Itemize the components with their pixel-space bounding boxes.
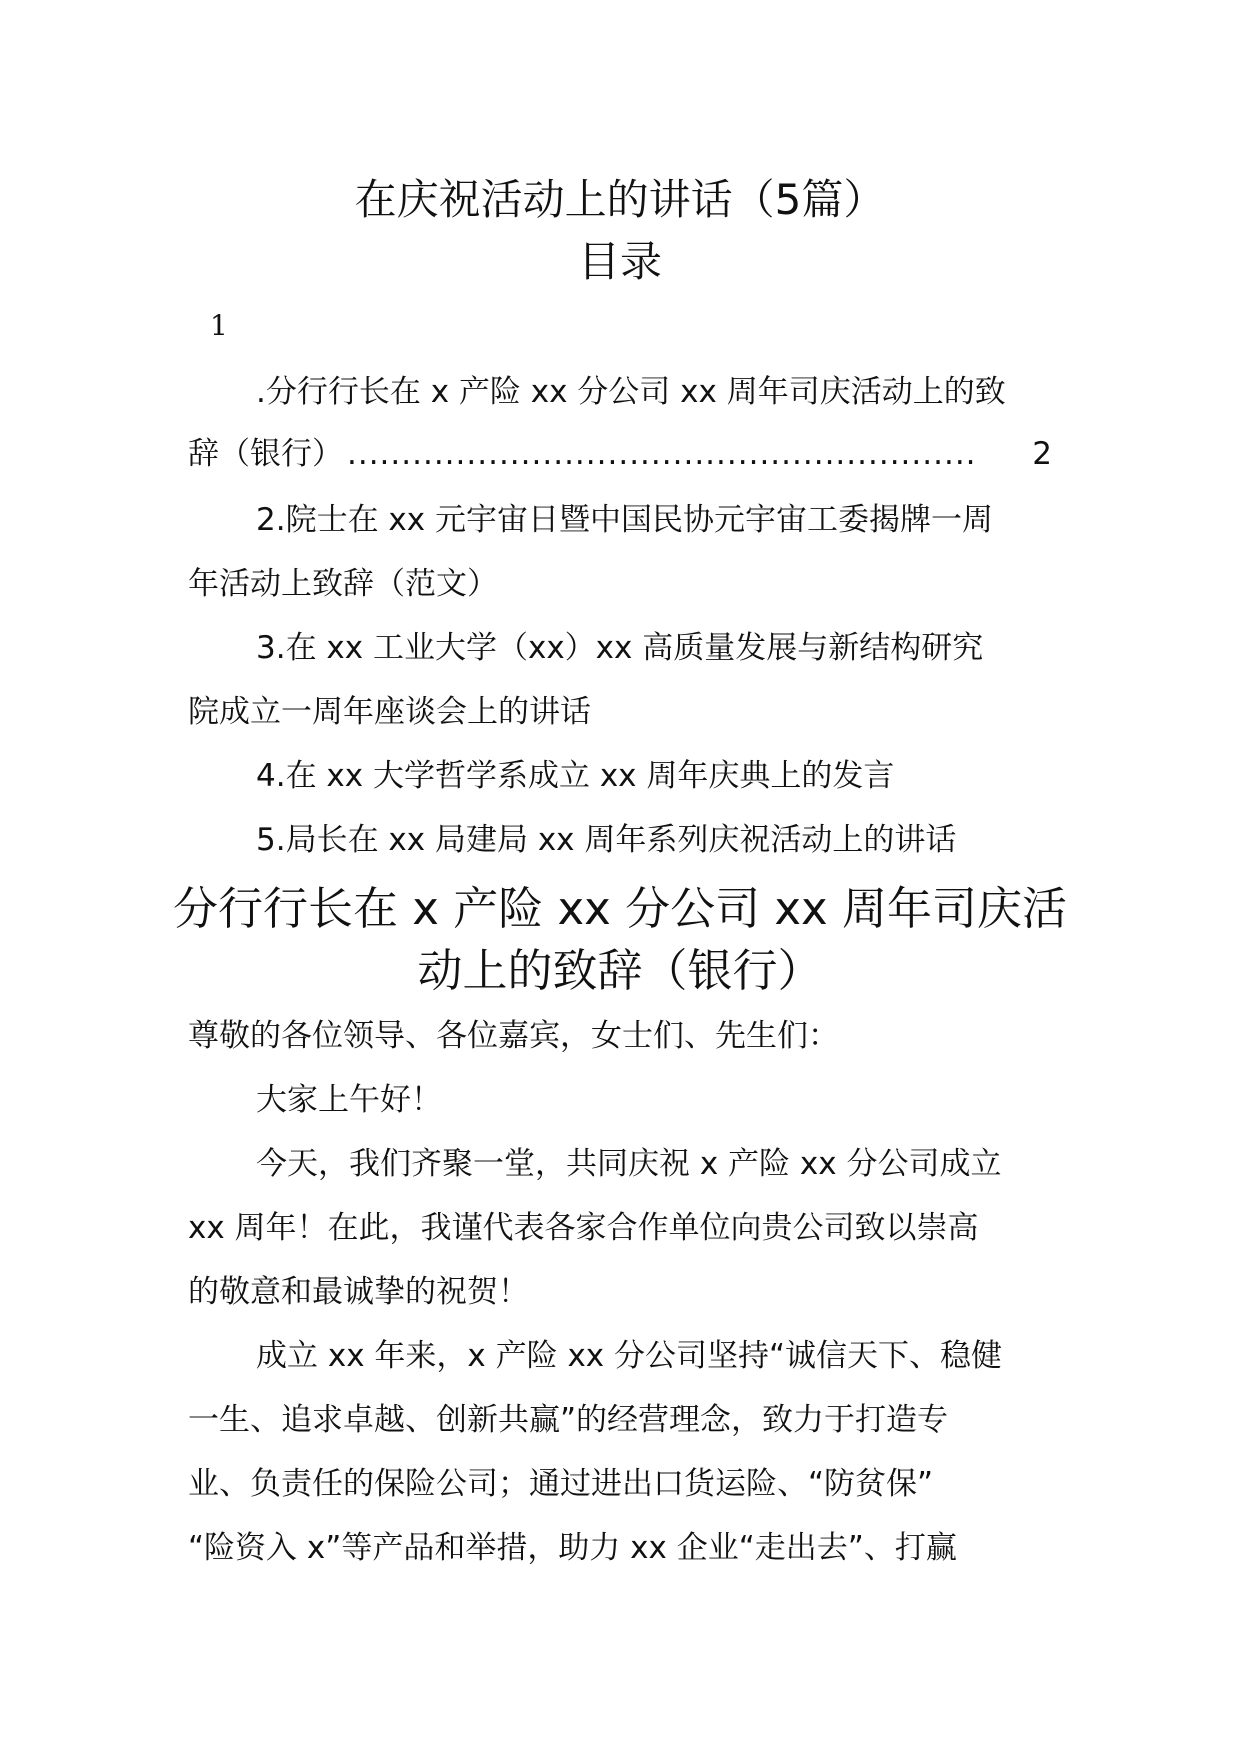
toc-item-1-line1[interactable]: .分行行长在 x 产险 xx 分公司 xx 周年司庆活动上的致 — [256, 374, 1006, 410]
toc-item-1-line2[interactable] — [188, 432, 1052, 477]
toc-item-1-page: 2 — [1032, 436, 1052, 472]
section-title-line2: 动上的致辞（银行） — [417, 944, 823, 997]
toc-item-5[interactable]: 5.局长在 xx 局建局 xx 周年系列庆祝活动上的讲话 — [256, 822, 957, 858]
body-paragraph-line: 成立 xx 年来，x 产险 xx 分公司坚持“诚信天下、稳健 — [256, 1338, 1003, 1374]
toc-item-3-line2[interactable]: 院成立一周年座谈会上的讲话 — [188, 694, 591, 730]
body-paragraph-line: 业、负责任的保险公司；通过进出口货运险、“防贫保” — [188, 1466, 934, 1502]
toc-item-4[interactable]: 4.在 xx 大学哲学系成立 xx 周年庆典上的发言 — [256, 758, 895, 794]
body-paragraph-line: 一生、追求卓越、创新共赢”的经营理念，致力于打造专 — [188, 1402, 949, 1438]
section-title-line1: 分行行长在 x 产险 xx 分公司 xx 周年司庆活 — [173, 882, 1067, 935]
toc-item-3-line1[interactable]: 3.在 xx 工业大学（xx）xx 高质量发展与新结构研究 — [256, 630, 984, 666]
body-paragraph-line: “险资入 x”等产品和举措，助力 xx 企业“走出去”、打赢 — [188, 1530, 957, 1566]
body-paragraph-line: xx 周年！在此，我谨代表各家合作单位向贵公司致以崇高 — [188, 1210, 979, 1246]
body-salutation: 尊敬的各位领导、各位嘉宾，女士们、先生们： — [188, 1018, 839, 1054]
body-paragraph-line: 今天，我们齐聚一堂，共同庆祝 x 产险 xx 分公司成立 — [256, 1146, 1002, 1182]
toc-item-1-text: 辞（银行） — [188, 436, 343, 472]
toc-leader-dots: .......................................................... — [347, 436, 977, 472]
document-title: 在庆祝活动上的讲话（5篇） — [354, 175, 886, 224]
body-paragraph-line: 的敬意和最诚挚的祝贺！ — [188, 1274, 529, 1310]
toc-marker: 1 — [210, 309, 228, 342]
toc-heading: 目录 — [577, 237, 662, 286]
toc-item-2-line2[interactable]: 年活动上致辞（范文） — [188, 566, 498, 602]
body-greeting: 大家上午好！ — [256, 1082, 442, 1118]
toc-item-2-line1[interactable]: 2.院士在 xx 元宇宙日暨中国民协元宇宙工委揭牌一周 — [256, 502, 993, 538]
